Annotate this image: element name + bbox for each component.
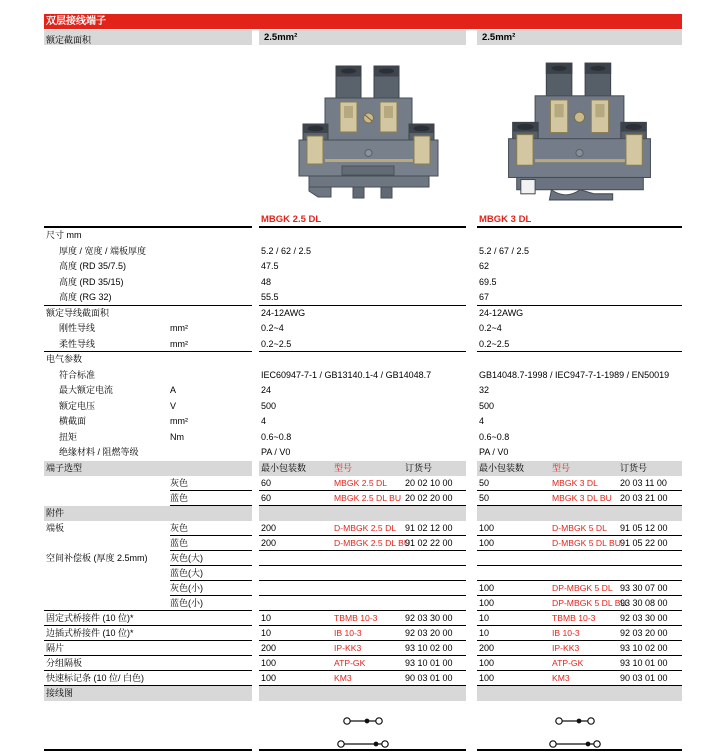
unit-label: mm² [170, 416, 188, 427]
order-no: 20 02 20 00 [405, 492, 453, 503]
pkg-qty: 10 [479, 612, 490, 623]
pkg-qty: 100 [479, 537, 495, 548]
spec-table-rows [44, 212, 682, 701]
rule-line [259, 351, 466, 352]
rule-line [44, 351, 252, 352]
model-no: KM3 [552, 672, 570, 683]
spec-value: 62 [479, 261, 490, 272]
rule-line [44, 670, 252, 671]
column-header: 型号 [334, 462, 353, 473]
pkg-qty: 100 [261, 672, 277, 683]
rule-line [477, 580, 682, 581]
spec-value: PA / V0 [261, 447, 291, 458]
order-no: 91 05 22 00 [620, 537, 668, 548]
spec-value: 55.5 [261, 292, 279, 303]
rated-cross-section-label: 额定截面积 [46, 35, 92, 45]
row-label: 扭矩 [59, 431, 78, 442]
table-row [44, 290, 682, 306]
rule-line [44, 749, 252, 751]
rule-line [44, 610, 252, 611]
model-no: IP-KK3 [334, 642, 362, 653]
pkg-qty: 200 [261, 642, 277, 653]
model-no: KM3 [334, 672, 352, 683]
table-row [44, 671, 682, 686]
wiring-diagram-row [44, 701, 682, 751]
rule-line [259, 565, 466, 566]
table-row [44, 430, 682, 446]
rule-line [170, 580, 252, 581]
order-no: 20 02 10 00 [405, 477, 453, 488]
color-label: 灰色(大) [170, 552, 203, 563]
pkg-qty: 100 [479, 597, 495, 608]
row-label: 厚度 / 宽度 / 端板厚度 [59, 245, 147, 256]
spec-value: 48 [261, 276, 272, 287]
row-label: 隔片 [46, 642, 65, 653]
pkg-qty: 50 [479, 477, 490, 488]
model-no: IB 10-3 [334, 627, 362, 638]
row-label: 尺寸 mm [46, 230, 82, 241]
rule-line [477, 351, 682, 352]
spec-value: 0.6~0.8 [479, 431, 510, 442]
color-label: 灰色(小) [170, 582, 203, 593]
row-label: 横截面 [59, 416, 87, 427]
model-no: IP-KK3 [552, 642, 580, 653]
table-row [44, 566, 682, 581]
rule-line [477, 535, 682, 536]
column-header: 订货号 [620, 462, 648, 473]
spec-value: 47.5 [261, 261, 279, 272]
table-row [44, 321, 682, 337]
color-label: 灰色 [170, 477, 189, 488]
table-row [44, 383, 682, 399]
wiring-diagram-mbgk-2-5-dl [259, 701, 466, 751]
table-row [44, 414, 682, 430]
page-title-bar [44, 14, 682, 29]
rated-cross-section-row [44, 30, 682, 45]
table-row [44, 399, 682, 415]
model-no: DP-MBGK 5 DL BU [552, 597, 627, 608]
order-no: 93 10 01 00 [620, 657, 668, 668]
spec-value: 32 [479, 385, 490, 396]
table-row [44, 581, 682, 596]
spec-value: 500 [479, 400, 495, 411]
pkg-qty: 10 [479, 627, 490, 638]
spec-value: 24-12AWG [261, 307, 306, 318]
wiring-diagram-symbol [477, 701, 682, 751]
rule-line [44, 640, 252, 641]
spec-value: 24 [261, 385, 272, 396]
rule-line [259, 655, 466, 656]
column-header: 最小包装数 [479, 462, 525, 473]
table-row [44, 352, 682, 368]
color-label: 蓝色(大) [170, 567, 203, 578]
column-header: 最小包装数 [261, 462, 307, 473]
rule-line [44, 625, 252, 626]
color-label: 蓝色(小) [170, 597, 203, 608]
spec-value: 0.2~4 [261, 323, 284, 334]
table-row [44, 641, 682, 656]
row-label: 快速标记条 (10 位/ 白色) [46, 672, 145, 683]
order-no: 91 05 12 00 [620, 522, 668, 533]
spec-table [44, 212, 682, 751]
row-label: 绝缘材料 / 阻燃等级 [59, 447, 139, 458]
table-row [44, 368, 682, 384]
rated-value: 2.5mm² [482, 32, 516, 43]
order-no: 91 02 22 00 [405, 537, 453, 548]
rule-line [170, 490, 252, 491]
row-label: 最大额定电流 [59, 385, 114, 396]
spec-value: 500 [261, 400, 277, 411]
spec-value: 5.2 / 67 / 2.5 [479, 245, 530, 256]
model-no: MBGK 3 DL [552, 477, 598, 488]
row-label: 空间补偿板 (厚度 2.5mm) [46, 552, 148, 563]
rule-line [44, 305, 252, 306]
rule-line [477, 226, 682, 228]
model-no: D-MBGK 2.5 DL [334, 522, 397, 533]
rule-line [477, 670, 682, 671]
order-no: 93 30 07 00 [620, 582, 668, 593]
table-row [44, 536, 682, 551]
wiring-diagram-mbgk-3-dl [477, 701, 682, 751]
rule-line [477, 685, 682, 686]
unit-label: mm² [170, 323, 188, 334]
unit-label: Nm [170, 431, 184, 442]
spec-value: 4 [479, 416, 485, 427]
color-label: 蓝色 [170, 492, 189, 503]
color-label: 蓝色 [170, 537, 189, 548]
spec-value: 0.2~2.5 [261, 338, 292, 349]
row-label: 附件 [46, 507, 65, 518]
spec-value: 5.2 / 62 / 2.5 [261, 245, 312, 256]
unit-label: A [170, 385, 177, 396]
table-row [44, 259, 682, 275]
order-no: 20 03 21 00 [620, 492, 668, 503]
table-row [44, 506, 682, 521]
spec-value: 0.2~2.5 [479, 338, 510, 349]
rule-line [44, 655, 252, 656]
rule-line [170, 565, 252, 566]
table-row [44, 656, 682, 671]
rated-value: 2.5mm² [264, 32, 298, 43]
spec-value: 24-12AWG [479, 307, 524, 318]
table-row [44, 596, 682, 611]
model-no: TBMB 10-3 [552, 612, 596, 623]
section-row-bg [477, 686, 682, 701]
row-label: 固定式桥接件 (10 位)* [46, 612, 134, 623]
table-row [44, 521, 682, 536]
row-label: 高度 (RD 35/15) [59, 276, 124, 287]
order-no: 93 10 01 00 [405, 657, 453, 668]
table-row [44, 461, 682, 476]
model-no: TBMB 10-3 [334, 612, 378, 623]
order-no: 93 10 02 00 [620, 642, 668, 653]
pkg-qty: 100 [479, 672, 495, 683]
order-no: 90 03 01 00 [405, 672, 453, 683]
product-photo-mbgk-3-dl [503, 55, 656, 203]
rule-line [477, 655, 682, 656]
pkg-qty: 100 [479, 522, 495, 533]
rule-line [170, 535, 252, 536]
spec-value: PA / V0 [479, 447, 509, 458]
model-no: DP-MBGK 5 DL [552, 582, 613, 593]
wiring-diagram-symbol [259, 701, 466, 751]
rule-line [170, 550, 252, 551]
order-no: 91 02 12 00 [405, 522, 453, 533]
spec-value: 0.2~4 [479, 323, 502, 334]
rule-line [259, 670, 466, 671]
rule-line [44, 226, 252, 228]
pkg-qty: 100 [479, 657, 495, 668]
pkg-qty: 60 [261, 492, 272, 503]
table-row [44, 686, 682, 701]
rule-line [477, 749, 682, 751]
spec-value: 69.5 [479, 276, 497, 287]
model-no: D-MBGK 5 DL BU [552, 537, 621, 548]
pkg-qty: 50 [479, 492, 490, 503]
table-row [44, 611, 682, 626]
rule-line [259, 490, 466, 491]
rule-line [259, 535, 466, 536]
pkg-qty: 10 [261, 612, 272, 623]
row-label: 柔性导线 [59, 338, 96, 349]
row-label: 刚性导线 [59, 323, 96, 334]
rule-line [259, 305, 466, 306]
pkg-qty: 10 [261, 627, 272, 638]
order-no: 92 03 20 00 [620, 627, 668, 638]
rule-line [170, 505, 252, 506]
model-no: ATP-GK [334, 657, 366, 668]
section-row-bg [477, 506, 682, 521]
rule-line [259, 550, 466, 551]
rule-line [259, 580, 466, 581]
rule-line [259, 505, 466, 506]
rule-line [259, 226, 466, 228]
rule-line [44, 685, 252, 686]
unit-label: V [170, 400, 177, 411]
rule-line [477, 640, 682, 641]
order-no: 93 10 02 00 [405, 642, 453, 653]
table-row [44, 551, 682, 566]
order-no: 92 03 30 00 [405, 612, 453, 623]
rule-line [477, 595, 682, 596]
model-no: ATP-GK [552, 657, 584, 668]
rule-line [259, 610, 466, 611]
rule-line [259, 625, 466, 626]
section-row-bg [259, 506, 466, 521]
row-label: 高度 (RD 35/7.5) [59, 261, 127, 272]
product-photo-mbgk-2-5-dl [297, 58, 440, 203]
model-no: MBGK 2.5 DL BU [334, 492, 402, 503]
color-label: 灰色 [170, 522, 189, 533]
unit-label: mm² [170, 338, 188, 349]
table-row [44, 476, 682, 491]
rule-line [477, 625, 682, 626]
rule-line [170, 595, 252, 596]
row-label: 高度 (RG 32) [59, 292, 112, 303]
row-label: 额定导线截面积 [46, 307, 110, 318]
spec-value: GB14048.7-1998 / IEC947-7-1-1989 / EN50019 [479, 369, 670, 380]
table-row [44, 244, 682, 260]
rule-line [259, 640, 466, 641]
row-label: 符合标准 [59, 369, 96, 380]
column-header: 型号 [552, 462, 571, 473]
table-row [44, 212, 682, 228]
row-label: 电气参数 [46, 354, 83, 365]
pkg-qty: 60 [261, 477, 272, 488]
row-label: 额定电压 [59, 400, 96, 411]
pkg-qty: 100 [479, 582, 495, 593]
table-row [44, 228, 682, 244]
column-header: 订货号 [405, 462, 433, 473]
rule-line [259, 595, 466, 596]
model-no: D-MBGK 2.5 DL BU [334, 537, 411, 548]
table-row [44, 491, 682, 506]
rule-line [259, 749, 466, 751]
pkg-qty: 200 [261, 537, 277, 548]
rule-line [477, 505, 682, 506]
row-label: 分组隔板 [46, 657, 83, 668]
section-row-bg [259, 686, 466, 701]
spec-value: 0.6~0.8 [261, 431, 292, 442]
row-label: 边插式桥接件 (10 位)* [46, 627, 134, 638]
table-row [44, 337, 682, 353]
spec-value: IEC60947-7-1 / GB13140.1-4 / GB14048.7 [261, 369, 432, 380]
order-no: 20 03 11 00 [620, 477, 667, 488]
table-row [44, 445, 682, 461]
rule-line [259, 685, 466, 686]
row-label: 端板 [46, 522, 65, 533]
order-no: 92 03 30 00 [620, 612, 668, 623]
order-no: 92 03 20 00 [405, 627, 453, 638]
order-no: 90 03 01 00 [620, 672, 668, 683]
model-no: MBGK 3 DL BU [552, 492, 612, 503]
pkg-qty: 200 [261, 522, 277, 533]
table-row [44, 306, 682, 322]
order-no: 93 30 08 00 [620, 597, 668, 608]
model-no: IB 10-3 [552, 627, 580, 638]
row-label: 端子选型 [46, 462, 83, 473]
rule-line [477, 490, 682, 491]
row-label: 接线图 [46, 687, 74, 698]
product-name: MBGK 2.5 DL [261, 214, 322, 226]
rule-line [477, 305, 682, 306]
spec-value: 4 [261, 416, 267, 427]
rule-line [477, 565, 682, 566]
model-no: MBGK 2.5 DL [334, 477, 388, 488]
page-title: 双层接线端子 [46, 16, 106, 27]
rule-line [477, 550, 682, 551]
spec-value: 67 [479, 292, 490, 303]
model-no: D-MBGK 5 DL [552, 522, 607, 533]
table-row [44, 275, 682, 291]
product-name: MBGK 3 DL [479, 214, 532, 226]
pkg-qty: 200 [479, 642, 495, 653]
pkg-qty: 100 [261, 657, 277, 668]
table-row [44, 626, 682, 641]
rule-line [477, 610, 682, 611]
